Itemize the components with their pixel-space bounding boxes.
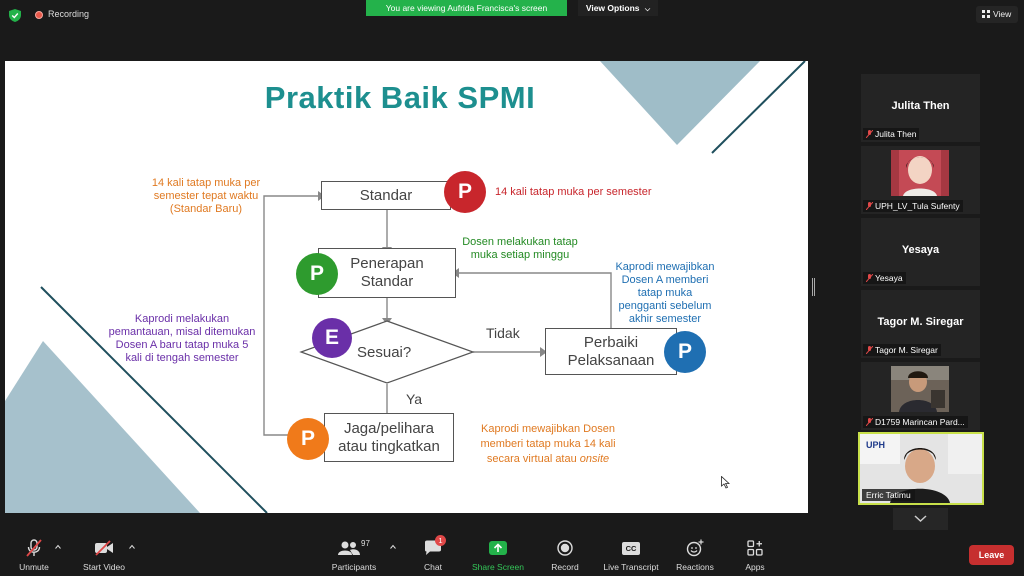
recording-icon [35, 11, 43, 19]
box-jaga-pelihara [324, 413, 454, 462]
start-video-label: Start Video [83, 562, 125, 572]
active-speaker-label: Erric Tatimu [862, 489, 915, 501]
active-speaker-tile[interactable] [858, 432, 984, 505]
mic-muted-icon [866, 274, 873, 282]
participant-tile[interactable] [861, 362, 980, 430]
note-right-perbaiki-line1: Kaprodi mewajibkan [615, 261, 715, 273]
mic-muted-icon [866, 346, 873, 354]
view-options-button[interactable] [578, 0, 658, 16]
share-screen-icon [489, 541, 507, 555]
participants-label: Participants [331, 562, 377, 572]
participant-label-text: Yesaya [875, 273, 903, 283]
mouse-cursor-icon [721, 476, 730, 489]
mic-muted-icon [866, 130, 873, 138]
arrow-perbaiki-to-penerapan [457, 273, 611, 329]
share-screen-button[interactable] [470, 539, 526, 572]
badge-plan-standar: P [444, 171, 486, 213]
note-left-middle-line2: pemantauan, misal ditemukan [108, 326, 256, 338]
participant-tile[interactable] [861, 218, 980, 286]
viewing-banner: You are viewing Aufrida Francisca's screen [366, 0, 567, 16]
mic-muted-icon [26, 539, 42, 557]
note-left-top [141, 177, 271, 216]
scroll-participants-down-button[interactable] [893, 508, 948, 530]
shield-check-icon[interactable] [9, 9, 21, 22]
participant-label-text: Julita Then [875, 129, 917, 139]
box-penerapan-standar [318, 248, 456, 298]
note-left-top-line1: 14 kali tatap muka per [151, 177, 261, 189]
participant-label [863, 200, 963, 212]
participant-label [863, 344, 941, 356]
participant-label [863, 128, 919, 140]
participant-label [863, 416, 968, 428]
chevron-down-icon: ⌵ [644, 6, 651, 13]
note-right-perbaiki-line2: Dosen A memberi [621, 274, 709, 286]
audio-options-caret-icon[interactable] [55, 544, 61, 550]
box-perbaiki-pelaksanaan [545, 328, 677, 375]
participant-label-text: D1759 Marincan Pard... [875, 417, 965, 427]
unmute-label: Unmute [19, 562, 49, 572]
participants-icon [338, 540, 360, 556]
box-penerapan-line2: Standar [360, 273, 414, 290]
recording-label: Recording [48, 9, 90, 19]
label-ya: Ya [406, 391, 423, 407]
participant-tile-name: Tagor M. Siregar [877, 316, 964, 328]
note-right-perbaiki [610, 261, 720, 326]
note-right-bottom-line2: memberi tatap muka 14 kali [480, 438, 616, 450]
unmute-button[interactable] [14, 539, 54, 572]
slide-title: Praktik Baik SPMI [264, 80, 536, 115]
participant-label-text: Tagor M. Siregar [875, 345, 938, 355]
record-icon [557, 540, 573, 556]
share-screen-label: Share Screen [472, 562, 524, 572]
participant-tile[interactable] [861, 74, 980, 142]
box-perbaiki-line2: Pelaksanaan [567, 351, 655, 369]
note-right-bottom-line1: Kaprodi mewajibkan Dosen [481, 423, 615, 435]
box-jaga-line1: Jaga/pelihara [343, 419, 435, 437]
chat-button[interactable] [418, 536, 448, 572]
note-left-middle [101, 313, 263, 365]
badge-plan-perbaiki: P [664, 331, 706, 373]
note-right-penerapan-line2: muka setiap minggu [470, 249, 570, 261]
box-perbaiki-line1: Perbaiki [583, 333, 639, 351]
note-right-bottom-line3 [463, 452, 633, 467]
note-left-middle-line4: kali di tengah semester [125, 352, 239, 364]
box-standar-text: Standar [359, 186, 413, 204]
note-right-perbaiki-line3: tatap muka [637, 287, 693, 299]
record-label: Record [551, 562, 579, 572]
note-left-top-line3: (Standar Baru) [169, 203, 243, 215]
badge-evaluate-sesuai: E [312, 318, 352, 358]
participant-video-thumbnail [891, 150, 949, 196]
top-bar [0, 0, 1024, 30]
mic-muted-icon [866, 418, 873, 426]
participant-video-thumbnail [891, 366, 949, 412]
note-right-penerapan-line1: Dosen melakukan tatap [462, 236, 578, 248]
note-right-penerapan [455, 236, 585, 262]
closed-caption-icon: CC [622, 542, 640, 555]
note-left-middle-line3: Dosen A baru tatap muka 5 [115, 339, 249, 351]
shared-screen-slide [5, 61, 808, 513]
participants-options-caret-icon[interactable] [390, 544, 396, 550]
apps-button[interactable] [740, 539, 770, 572]
note-right-top: 14 kali tatap muka per semester [495, 186, 652, 198]
decor-triangle-bottom-left [5, 341, 200, 513]
view-options-label: View Options [585, 3, 640, 13]
arrow-jaga-to-standar [264, 196, 325, 435]
chat-label: Chat [424, 562, 442, 572]
chevron-down-icon [893, 508, 948, 530]
video-off-icon [94, 540, 114, 556]
participant-tile[interactable] [861, 146, 980, 214]
note-left-top-line2: semester tepat waktu [153, 190, 259, 202]
meeting-toolbar [0, 531, 1024, 576]
smiley-add-icon [686, 539, 704, 557]
diamond-sesuai-text: Sesuai? [357, 344, 412, 361]
label-tidak: Tidak [486, 325, 520, 341]
participants-button[interactable] [328, 539, 380, 572]
participant-tile[interactable] [861, 290, 980, 358]
reactions-label: Reactions [676, 562, 714, 572]
participant-label-text: UPH_LV_Tula Sufenty [875, 201, 960, 211]
box-standar [321, 181, 451, 210]
active-speaker-brand: UPH [866, 440, 886, 450]
participant-tile-name: Yesaya [901, 244, 940, 256]
view-button-label: View [993, 9, 1012, 19]
participants-count: 97 [361, 539, 370, 548]
record-button[interactable] [548, 539, 582, 572]
live-transcript-button[interactable] [600, 539, 662, 572]
grid-icon [982, 10, 990, 18]
note-right-perbaiki-line5: akhir semester [628, 313, 702, 325]
note-right-perbaiki-line4: pengganti sebelum [618, 300, 712, 312]
badge-plan-jaga: P [287, 418, 329, 460]
box-penerapan-line1: Penerapan [350, 255, 424, 272]
badge-plan-penerapan: P [296, 253, 338, 295]
participant-label [863, 272, 906, 284]
box-jaga-line2: atau tingkatkan [338, 437, 440, 455]
view-button[interactable] [976, 6, 1018, 23]
live-transcript-label: Live Transcript [603, 562, 659, 572]
leave-button[interactable]: Leave [969, 545, 1014, 565]
note-right-bottom [463, 422, 633, 467]
participant-tile-name: Julita Then [891, 100, 950, 112]
reactions-button[interactable] [672, 539, 718, 572]
note-right-bottom-line3a: secara virtual atau [486, 453, 580, 465]
video-options-caret-icon[interactable] [129, 544, 135, 550]
start-video-button[interactable] [78, 539, 130, 572]
panel-resize-handle[interactable] [812, 278, 815, 296]
apps-icon [747, 540, 763, 556]
note-right-bottom-line3b: onsite [579, 453, 610, 465]
note-left-middle-line1: Kaprodi melakukan [134, 313, 230, 325]
chat-notification-badge: 1 [435, 535, 446, 546]
mic-muted-icon [866, 202, 873, 210]
apps-label: Apps [745, 562, 765, 572]
